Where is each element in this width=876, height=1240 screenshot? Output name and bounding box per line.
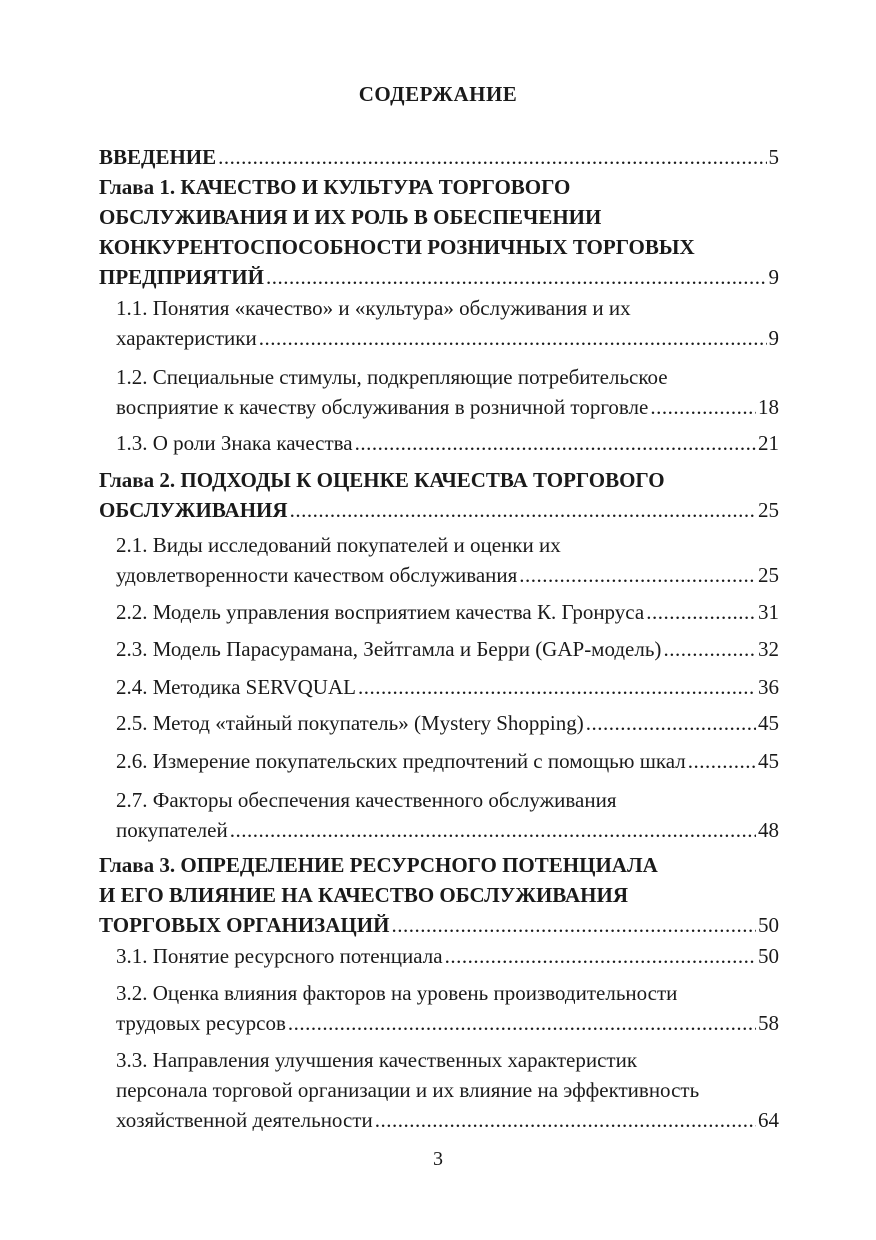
toc-entry-section-2-2[interactable] — [116, 597, 779, 627]
toc-entry-section-1-2[interactable] — [116, 362, 779, 422]
toc-entry-title: 1.3. О роли Знака качества — [116, 431, 353, 455]
dot-leader — [663, 634, 756, 664]
toc-entry-title: 2.5. Метод «тайный покупатель» (Mystery Shopping) — [116, 711, 584, 735]
toc-entry-title: И ЕГО ВЛИЯНИЕ НА КАЧЕСТВО ОБСЛУЖИВАНИЯ — [99, 883, 628, 907]
toc-entry-title: хозяйственной деятельности — [116, 1108, 373, 1132]
toc-page-number: 25 — [758, 498, 779, 522]
toc-page-number: 31 — [758, 600, 779, 624]
toc-page-number: 9 — [768, 265, 779, 289]
toc-entry-introduction[interactable] — [99, 142, 779, 172]
toc-entry-title: КОНКУРЕНТОСПОСОБНОСТИ РОЗНИЧНЫХ ТОРГОВЫХ — [99, 235, 695, 259]
toc-page-number: 58 — [758, 1011, 779, 1035]
toc-page-number: 50 — [758, 944, 779, 968]
toc-entry-title: 2.1. Виды исследований покупателей и оценки их — [116, 533, 561, 557]
toc-entry-title: трудовых ресурсов — [116, 1011, 286, 1035]
toc-entry-section-1-3[interactable] — [116, 428, 779, 458]
dot-leader — [445, 941, 756, 971]
dot-leader — [586, 708, 756, 738]
toc-entry-chapter-3[interactable] — [99, 850, 779, 940]
toc-entry-title: 2.6. Измерение покупательских предпочтений с помощью шкал — [116, 749, 686, 773]
toc-entry-section-2-7[interactable] — [116, 785, 779, 845]
dot-leader — [650, 392, 756, 422]
toc-entry-section-3-3[interactable] — [116, 1045, 779, 1135]
dot-leader — [266, 262, 767, 292]
dot-leader — [391, 910, 756, 940]
toc-entry-title: покупателей — [116, 818, 228, 842]
dot-leader — [230, 815, 756, 845]
toc-entry-title: ВВЕДЕНИЕ — [99, 145, 217, 169]
toc-entry-section-2-5[interactable] — [116, 708, 779, 738]
dot-leader — [688, 746, 756, 776]
toc-page-number: 36 — [758, 675, 779, 699]
toc-entry-chapter-2[interactable] — [99, 465, 779, 525]
toc-entry-title: ОБСЛУЖИВАНИЯ И ИХ РОЛЬ В ОБЕСПЕЧЕНИИ — [99, 205, 602, 229]
toc-page-number: 50 — [758, 913, 779, 937]
toc-entry-section-2-4[interactable] — [116, 672, 779, 702]
toc-page-number: 45 — [758, 711, 779, 735]
toc-page-number: 5 — [768, 145, 779, 169]
toc-entry-title: 3.3. Направления улучшения качественных характеристик — [116, 1048, 638, 1072]
toc-entry-title: восприятие к качеству обслуживания в розничной торговле — [116, 395, 649, 419]
toc-entry-title: персонала торговой организации и их влияние на эффективность — [116, 1078, 700, 1102]
contents-heading: СОДЕРЖАНИЕ — [358, 82, 518, 106]
toc-entry-title: Глава 3. ОПРЕДЕЛЕНИЕ РЕСУРСНОГО ПОТЕНЦИАЛА — [99, 853, 658, 877]
toc-page-number: 48 — [758, 818, 779, 842]
toc-entry-section-3-1[interactable] — [116, 941, 779, 971]
toc-entry-title: ТОРГОВЫХ ОРГАНИЗАЦИЙ — [99, 913, 390, 937]
toc-entry-section-2-6[interactable] — [116, 746, 779, 776]
toc-entry-title: 1.1. Понятия «качество» и «культура» обслуживания и их — [116, 296, 631, 320]
toc-page-number: 21 — [758, 431, 779, 455]
toc-entry-title: 1.2. Специальные стимулы, подкрепляющие потребительское — [116, 365, 668, 389]
toc-entry-title: ОБСЛУЖИВАНИЯ — [99, 498, 288, 522]
toc-entry-title: ПРЕДПРИЯТИЙ — [99, 265, 264, 289]
dot-leader — [259, 323, 767, 353]
toc-entry-title: 3.1. Понятие ресурсного потенциала — [116, 944, 443, 968]
toc-entry-title: характеристики — [116, 326, 257, 350]
toc-entry-section-1-1[interactable] — [116, 293, 779, 353]
page-number: 3 — [433, 1148, 443, 1170]
toc-entry-title: 2.7. Факторы обеспечения качественного обслуживания — [116, 788, 617, 812]
toc-page-number: 9 — [768, 326, 779, 350]
toc-entry-title: 2.2. Модель управления восприятием качества К. Гронруса — [116, 600, 645, 624]
toc-page-number: 18 — [758, 395, 779, 419]
toc-entry-section-2-3[interactable] — [116, 634, 779, 664]
toc-entry-title: 3.2. Оценка влияния факторов на уровень производительности — [116, 981, 678, 1005]
toc-entry-title: 2.3. Модель Парасурамана, Зейтгамла и Берри (GAP-модель) — [116, 637, 662, 661]
toc-entry-section-2-1[interactable] — [116, 530, 779, 590]
toc-entry-chapter-1[interactable] — [99, 172, 779, 292]
toc-page-number: 25 — [758, 563, 779, 587]
dot-leader — [355, 428, 756, 458]
toc-entry-title: удовлетворенности качеством обслуживания — [116, 563, 518, 587]
toc-page-number: 32 — [758, 637, 779, 661]
toc-entry-title: Глава 2. ПОДХОДЫ К ОЦЕНКЕ КАЧЕСТВА ТОРГОВОГО — [99, 468, 665, 492]
toc-entry-title: Глава 1. КАЧЕСТВО И КУЛЬТУРА ТОРГОВОГО — [99, 175, 571, 199]
dot-leader — [218, 142, 766, 172]
toc-entry-section-3-2[interactable] — [116, 978, 779, 1038]
toc-page-number: 45 — [758, 749, 779, 773]
dot-leader — [290, 495, 756, 525]
toc-page-number: 64 — [758, 1108, 779, 1132]
dot-leader — [646, 597, 756, 627]
toc-entry-title: 2.4. Методика SERVQUAL — [116, 675, 356, 699]
dot-leader — [519, 560, 756, 590]
dot-leader — [358, 672, 756, 702]
dot-leader — [375, 1105, 756, 1135]
dot-leader — [288, 1008, 756, 1038]
